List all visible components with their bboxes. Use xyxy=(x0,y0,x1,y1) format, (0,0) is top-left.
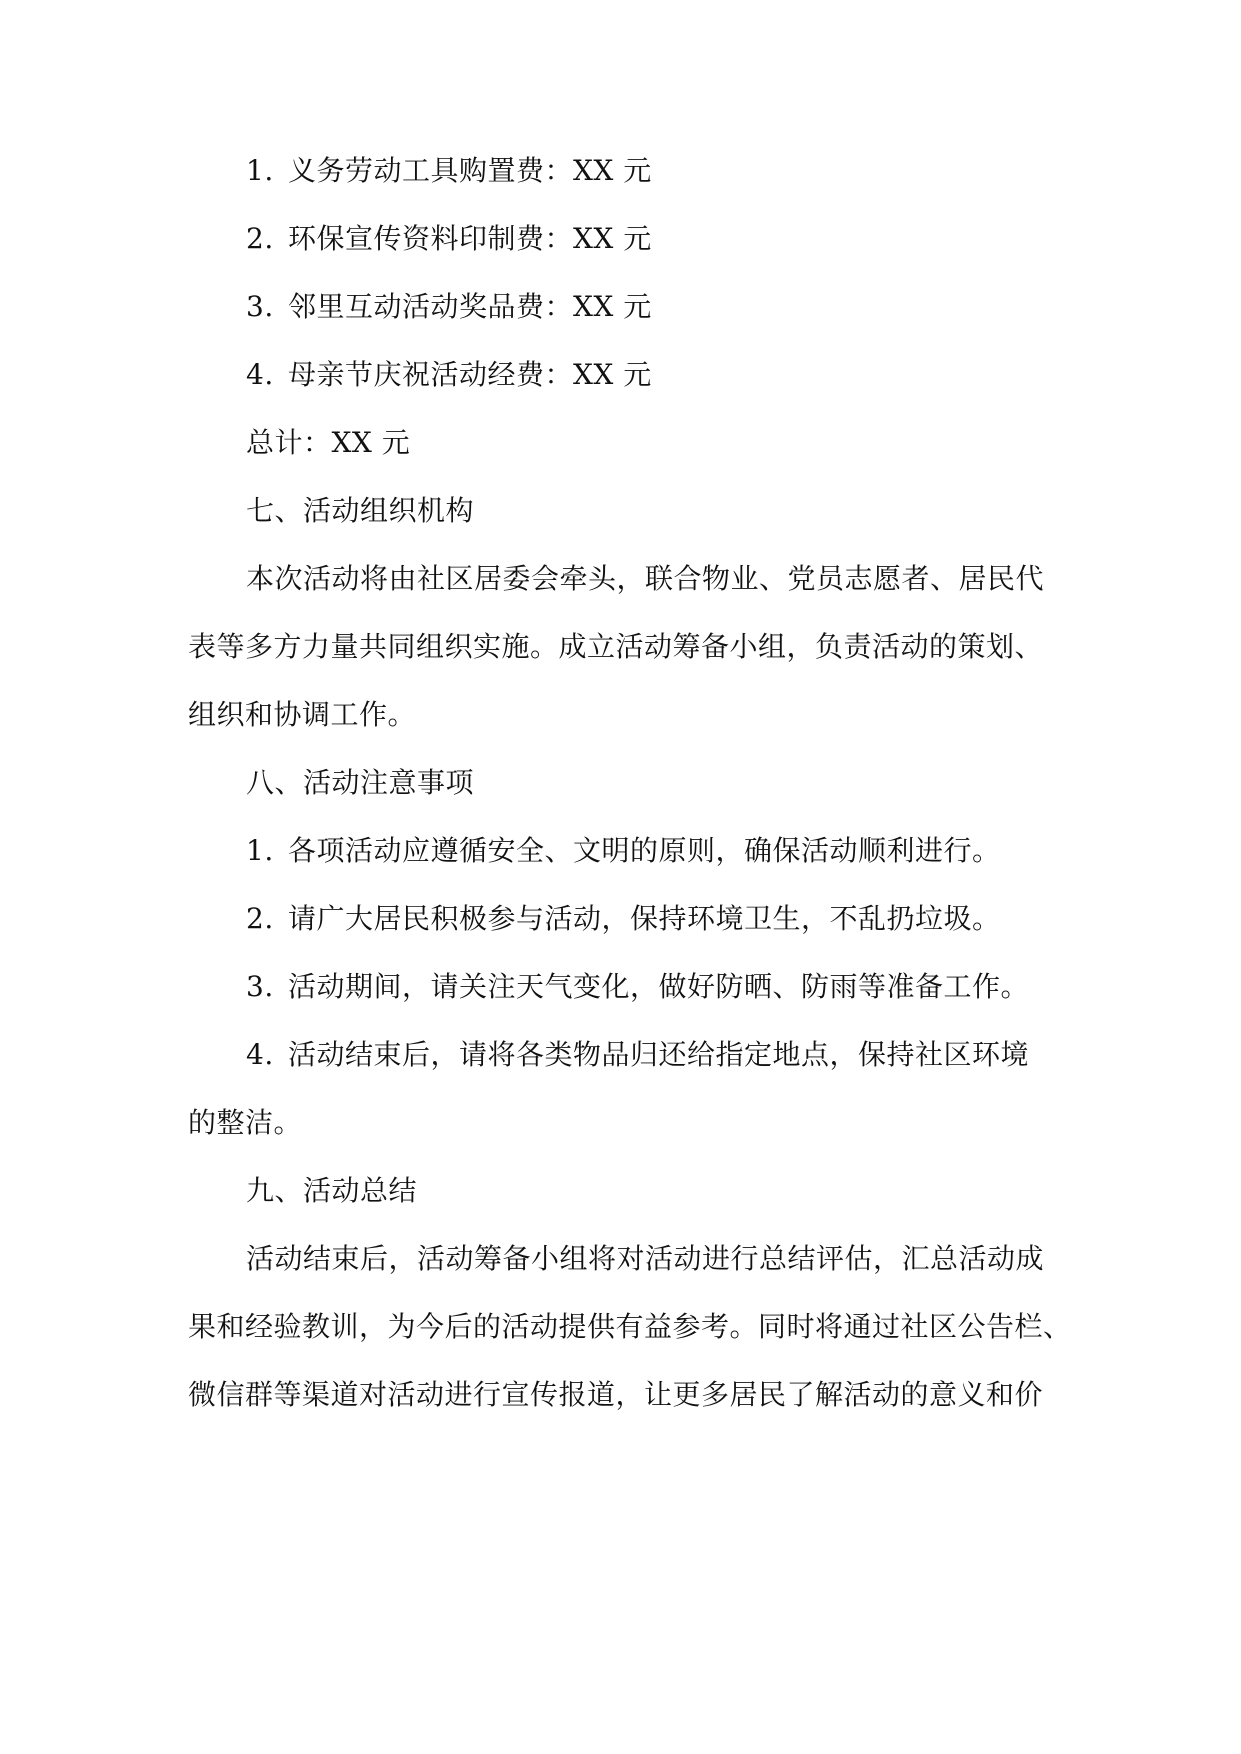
item-text: 活动期间，请关注天气变化，做好防晒、防雨等准备工作。 xyxy=(288,970,1030,1003)
item-text: 邻里互动活动奖品费：XX 元 xyxy=(288,290,652,323)
paragraph-line: 组织和协调工作。 xyxy=(188,698,417,731)
item-number: 2. xyxy=(246,902,274,935)
paragraph-line: 本次活动将由社区居委会牵头，联合物业、党员志愿者、居民代 xyxy=(246,562,1045,595)
item-number: 2. xyxy=(246,222,274,255)
item-text: 请广大居民积极参与活动，保持环境卫生，不乱扔垃圾。 xyxy=(288,902,1001,935)
budget-item xyxy=(246,219,652,259)
notice-item xyxy=(246,1035,1029,1075)
item-text: 母亲节庆祝活动经费：XX 元 xyxy=(288,358,652,391)
notice-item xyxy=(246,967,1029,1007)
budget-item xyxy=(246,287,652,327)
paragraph-line: 果和经验教训，为今后的活动提供有益参考。同时将通过社区公告栏、 xyxy=(188,1310,1072,1343)
notice-item xyxy=(246,899,1001,939)
item-number: 3. xyxy=(246,970,274,1003)
item-number: 4. xyxy=(246,358,274,391)
paragraph-line: 活动结束后，活动筹备小组将对活动进行总结评估，汇总活动成 xyxy=(246,1242,1045,1275)
budget-total: 总计：XX 元 xyxy=(246,426,411,459)
item-number: 3. xyxy=(246,290,274,323)
paragraph-line: 的整洁。 xyxy=(188,1106,303,1139)
paragraph-line: 微信群等渠道对活动进行宣传报道，让更多居民了解活动的意义和价 xyxy=(188,1378,1044,1411)
item-text: 活动结束后，请将各类物品归还给指定地点，保持社区环境 xyxy=(288,1038,1030,1071)
item-text: 各项活动应遵循安全、文明的原则，确保活动顺利进行。 xyxy=(288,834,1001,867)
notice-item xyxy=(246,831,1001,871)
section-heading: 九、活动总结 xyxy=(246,1174,418,1207)
paragraph-line: 表等多方力量共同组织实施。成立活动筹备小组，负责活动的策划、 xyxy=(188,630,1044,663)
budget-item xyxy=(246,151,652,191)
item-number: 1. xyxy=(246,154,274,187)
budget-item xyxy=(246,355,652,395)
item-text: 义务劳动工具购置费：XX 元 xyxy=(288,154,652,187)
item-number: 4. xyxy=(246,1038,274,1071)
item-text: 环保宣传资料印制费：XX 元 xyxy=(288,222,652,255)
section-heading: 八、活动注意事项 xyxy=(246,766,475,799)
section-heading: 七、活动组织机构 xyxy=(246,494,475,527)
item-number: 1. xyxy=(246,834,274,867)
